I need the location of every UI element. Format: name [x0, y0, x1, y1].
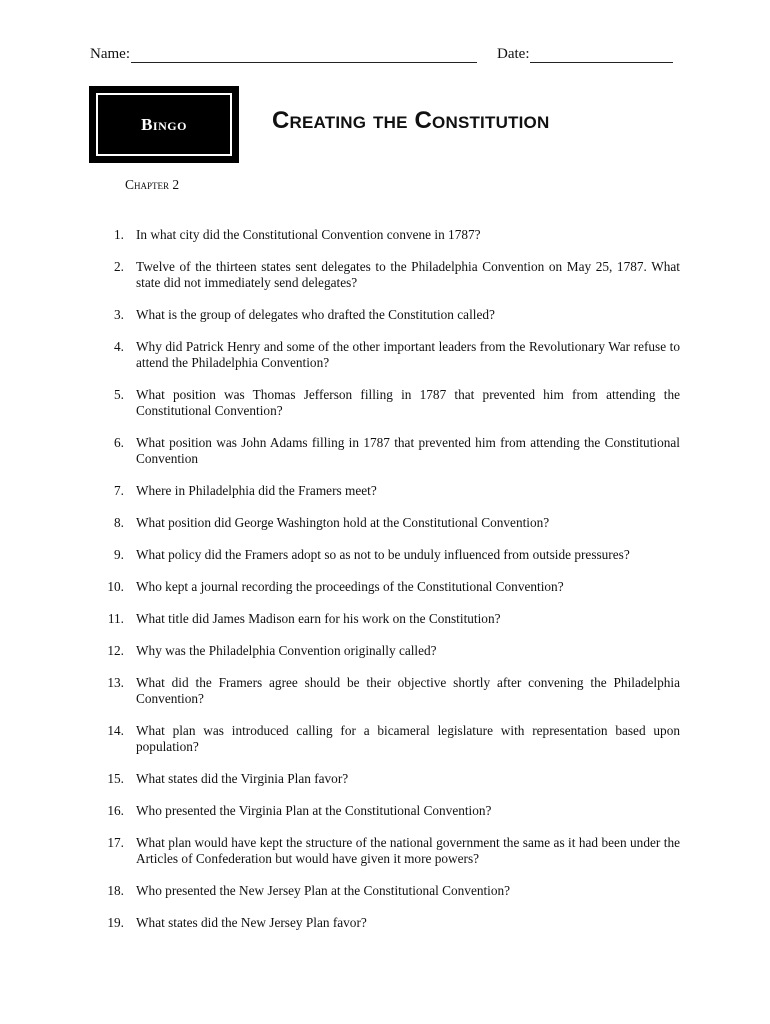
question-item-6: [96, 435, 680, 467]
question-number: 16.: [107, 803, 124, 818]
question-number: 17.: [107, 835, 124, 850]
question-text: What plan would have kept the structure of the national government the same as it had been under the Articles of Confederation but would have given it more powers?: [136, 835, 680, 866]
question-number: 12.: [107, 643, 124, 658]
question-item-19: [96, 915, 680, 931]
question-number: 18.: [107, 883, 124, 898]
question-text: Who presented the Virginia Plan at the Constitutional Convention?: [136, 803, 492, 818]
question-item-11: [96, 611, 680, 627]
question-item-13: [96, 675, 680, 707]
question-number: 4.: [114, 339, 124, 354]
question-number: 10.: [107, 579, 124, 594]
question-item-7: [96, 483, 680, 499]
date-label: Date:: [497, 46, 530, 62]
question-item-17: [96, 835, 680, 867]
question-item-15: [96, 771, 680, 787]
question-item-16: [96, 803, 680, 819]
question-item-14: [96, 723, 680, 755]
question-item-12: [96, 643, 680, 659]
question-text: Why did Patrick Henry and some of the other important leaders from the Revolutionary War refuse to attend the Philadelphia Convention?: [136, 339, 680, 370]
bingo-label: Bingo: [141, 114, 187, 134]
bingo-badge-inner: [96, 93, 232, 156]
question-item-9: [96, 547, 680, 563]
question-number: 13.: [107, 675, 124, 690]
question-text: Twelve of the thirteen states sent delegates to the Philadelphia Convention on May 25, 1787. What state did not immediately send delegates?: [136, 259, 680, 290]
question-number: 19.: [107, 915, 124, 930]
question-text: What position was Thomas Jefferson filling in 1787 that prevented him from attending the Constitutional Convention?: [136, 387, 680, 418]
question-item-4: [96, 339, 680, 371]
question-text: Where in Philadelphia did the Framers meet?: [136, 483, 377, 498]
question-item-8: [96, 515, 680, 531]
name-field[interactable]: [90, 46, 477, 63]
question-text: Who kept a journal recording the proceedings of the Constitutional Convention?: [136, 579, 564, 594]
question-number: 7.: [114, 483, 124, 498]
question-text: In what city did the Constitutional Convention convene in 1787?: [136, 227, 481, 242]
question-text: What title did James Madison earn for his work on the Constitution?: [136, 611, 501, 626]
name-blank[interactable]: [131, 48, 477, 63]
question-number: 9.: [114, 547, 124, 562]
question-item-3: [96, 307, 680, 323]
question-text: What did the Framers agree should be their objective shortly after convening the Philadelphia Convention?: [136, 675, 680, 706]
question-number: 15.: [107, 771, 124, 786]
question-item-18: [96, 883, 680, 899]
question-text: What policy did the Framers adopt so as not to be unduly influenced from outside pressures?: [136, 547, 630, 562]
question-number: 1.: [114, 227, 124, 242]
name-label: Name:: [90, 46, 130, 62]
question-text: What plan was introduced calling for a bicameral legislature with representation based upon population?: [136, 723, 680, 754]
chapter-label: Chapter 2: [125, 177, 180, 192]
question-text: What states did the New Jersey Plan favor?: [136, 915, 367, 930]
question-number: 6.: [114, 435, 124, 450]
question-text: Why was the Philadelphia Convention originally called?: [136, 643, 437, 658]
question-text: What states did the Virginia Plan favor?: [136, 771, 349, 786]
question-list: [96, 227, 680, 947]
question-item-10: [96, 579, 680, 595]
page-title: Creating the Constitution: [272, 107, 550, 134]
bingo-badge: [89, 86, 239, 163]
question-number: 5.: [114, 387, 124, 402]
question-item-1: [96, 227, 680, 243]
question-text: What position did George Washington hold at the Constitutional Convention?: [136, 515, 550, 530]
question-number: 14.: [107, 723, 124, 738]
question-number: 8.: [114, 515, 124, 530]
question-number: 2.: [114, 259, 124, 274]
question-number: 11.: [107, 611, 124, 626]
question-text: What is the group of delegates who drafted the Constitution called?: [136, 307, 495, 322]
question-item-5: [96, 387, 680, 419]
date-blank[interactable]: [530, 48, 673, 63]
question-text: What position was John Adams filling in 1787 that prevented him from attending the Constitutional Convention: [136, 435, 680, 466]
question-text: Who presented the New Jersey Plan at the Constitutional Convention?: [136, 883, 511, 898]
question-number: 3.: [114, 307, 124, 322]
date-field[interactable]: [497, 46, 673, 63]
question-item-2: [96, 259, 680, 291]
